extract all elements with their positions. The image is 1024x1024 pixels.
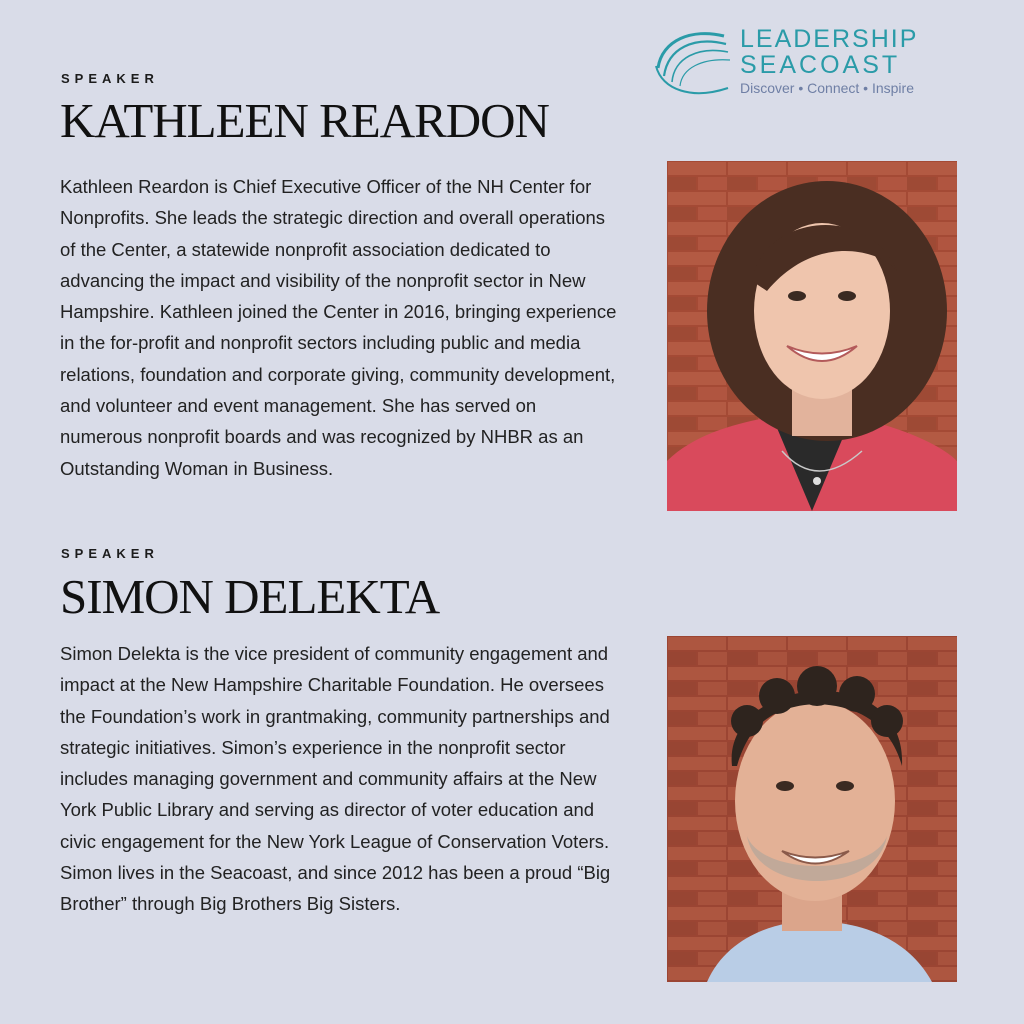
speaker-1-bio: Kathleen Reardon is Chief Executive Officer of the NH Center for Nonprofits. She leads the strategic direction and overall operations of the Center, a statewide nonprofit association dedicated to advancing the impact and visibility of the nonprofit sector in New Hampshire. Kathleen joined the Center in 2016, bringing experience in the for-profit and nonprofit sectors including public and media relations, foundation and corporate giving, community development, and volunteer and event management. She has served on numerous nonprofit boards and was recognized by NHBR as an Outstanding Woman in Business. (60, 176, 617, 479)
speaker-2-kicker: SPEAKER (61, 546, 159, 561)
logo-line-2: SEACOAST (740, 51, 901, 79)
logo-tagline: Discover • Connect • Inspire (740, 80, 914, 96)
speaker-1-name: KATHLEEN REARDON (60, 93, 549, 148)
speaker-2-bio: Simon Delekta is the vice president of community engagement and impact at the New Hampshire Charitable Foundation. He oversees the Foundation’s work in grantmaking, community partnerships and strategic initiatives. Simon’s experience in the nonprofit sector includes managing government and community affairs at the New York Public Library and serving as director of voter education and civic engagement for the New York League of Conservation Voters. Simon lives in the Seacoast, and since 2012 has been a proud “Big Brother” through Big Brothers Big Sisters. (60, 643, 611, 915)
logo-line-1: LEADERSHIP (740, 25, 919, 53)
wave-swoosh-icon (652, 28, 732, 98)
speaker-2-photo (667, 636, 957, 982)
speaker-1-photo (667, 161, 957, 511)
speaker-1-kicker: SPEAKER (61, 71, 159, 86)
speaker-2-name: SIMON DELEKTA (60, 569, 440, 624)
leadership-seacoast-logo (652, 24, 922, 100)
